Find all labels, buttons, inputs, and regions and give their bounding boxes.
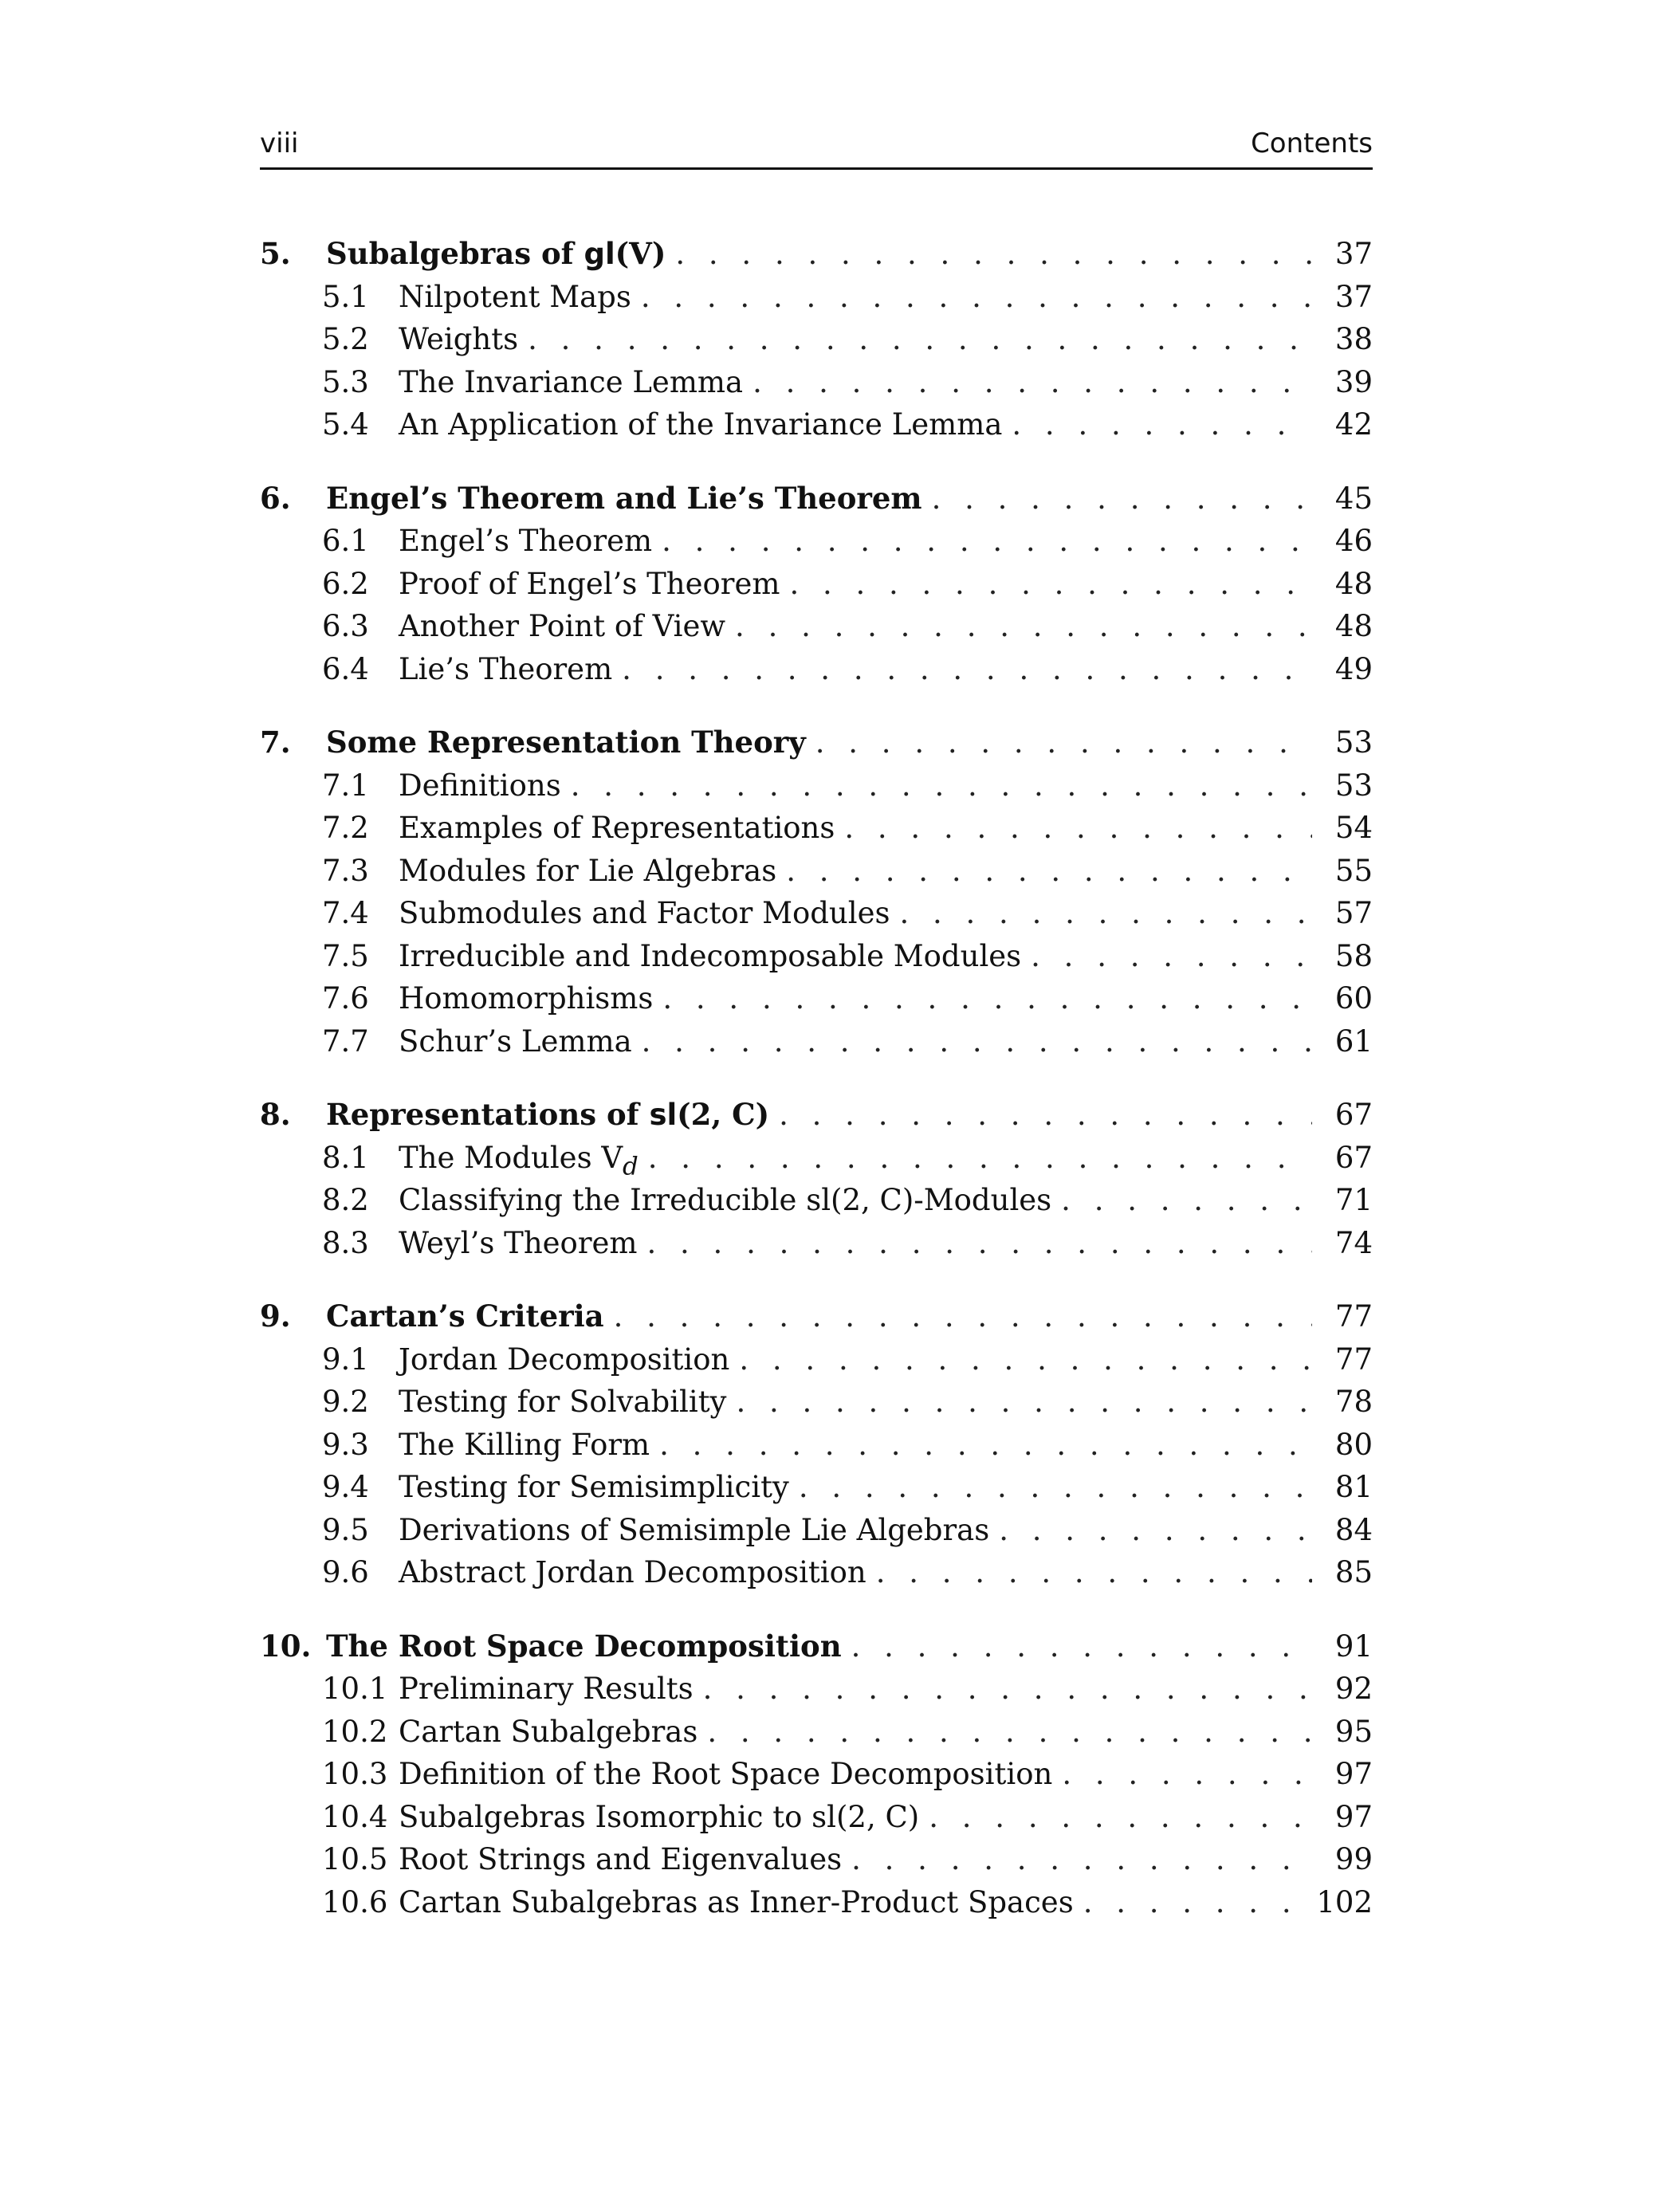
section-title — [399, 892, 899, 935]
section-title-text: Definition of the Root Space Decomposition — [399, 1757, 1053, 1791]
dot-leader — [647, 1222, 1312, 1265]
section-title-line — [399, 1551, 1373, 1594]
section-title — [399, 1338, 739, 1381]
section-number: 7.4 — [322, 896, 369, 930]
section-number: 5.2 — [322, 322, 369, 356]
section-number: 7.2 — [322, 811, 369, 845]
chapter-title — [326, 1295, 614, 1338]
section-number: 10.3 — [322, 1757, 388, 1791]
section-number: 10.5 — [322, 1842, 388, 1876]
section-title — [399, 1881, 1083, 1924]
section-number: 6.3 — [322, 609, 369, 643]
section-page-number: 58 — [1334, 938, 1373, 973]
section-title-line — [399, 1179, 1373, 1222]
dot-leader — [528, 318, 1312, 361]
section-title — [399, 1509, 999, 1552]
chapter-page-number: 77 — [1334, 1299, 1373, 1334]
section-title-line — [399, 807, 1373, 850]
section-entry[interactable] — [260, 648, 1373, 691]
section-number: 10.2 — [322, 1714, 388, 1749]
section-page-number: 38 — [1334, 322, 1373, 356]
section-title-line — [399, 1222, 1373, 1265]
section-title — [399, 764, 571, 807]
chapter-title-math: gl — [584, 237, 615, 271]
running-head-title: Contents — [1251, 128, 1373, 159]
section-page-number: 99 — [1334, 1842, 1373, 1876]
section-title-text: Homomorphisms — [399, 981, 654, 1016]
section-title — [399, 1551, 876, 1594]
chapter-title-line — [326, 1625, 1373, 1668]
section-number: 8.3 — [322, 1225, 369, 1260]
section-title-line — [399, 1711, 1373, 1754]
section-title — [399, 1222, 647, 1265]
table-of-contents — [260, 233, 1373, 1955]
section-number: 10.4 — [322, 1799, 388, 1834]
section-entry[interactable] — [260, 1179, 1373, 1222]
chapter-number: 6. — [260, 480, 291, 516]
chapter-page-number: 37 — [1334, 237, 1373, 271]
section-title — [399, 563, 789, 606]
dot-leader — [662, 977, 1312, 1020]
chapter-page-number: 53 — [1334, 725, 1373, 760]
section-title-text: Nilpotent Maps — [399, 279, 631, 314]
section-number: 9.2 — [322, 1385, 369, 1419]
dot-leader — [641, 276, 1312, 319]
section-entry[interactable] — [260, 1381, 1373, 1424]
section-title-text: Root Strings and Eigenvalues — [399, 1842, 843, 1876]
section-title — [399, 1424, 659, 1467]
chapter-title-text: Engel’s Theorem and Lie’s Theorem — [326, 480, 922, 516]
section-title-line — [399, 977, 1373, 1020]
section-title-text: Irreducible and Indecomposable Modules — [399, 938, 1022, 973]
section-title-line — [399, 764, 1373, 807]
section-title-line — [399, 403, 1373, 446]
section-entry[interactable] — [260, 1509, 1373, 1552]
section-page-number: 71 — [1334, 1183, 1373, 1217]
dot-leader — [662, 520, 1312, 563]
section-title-line — [399, 1668, 1373, 1711]
section-entry[interactable] — [260, 361, 1373, 404]
section-title-text: Engel’s Theorem — [399, 524, 653, 558]
section-number: 7.5 — [322, 938, 369, 973]
section-title — [399, 648, 622, 691]
section-number: 10.6 — [322, 1884, 388, 1919]
section-entry[interactable] — [260, 563, 1373, 606]
section-title-line — [399, 318, 1373, 361]
section-number: 10.1 — [322, 1672, 388, 1706]
dot-leader — [844, 807, 1312, 850]
section-title-line — [399, 605, 1373, 648]
chapter-block — [260, 721, 1373, 1063]
dot-leader — [735, 605, 1312, 648]
dot-leader — [799, 1466, 1312, 1509]
chapter-entry[interactable] — [260, 1295, 1373, 1338]
dot-leader — [707, 1711, 1312, 1754]
section-title — [399, 935, 1031, 978]
chapter-number: 5. — [260, 236, 291, 271]
running-head — [260, 128, 1373, 170]
section-title-text: Weyl’s Theorem — [399, 1225, 638, 1260]
section-entry[interactable] — [260, 935, 1373, 978]
chapter-title — [326, 1625, 851, 1668]
page-number: viii — [260, 128, 299, 159]
section-page-number: 97 — [1334, 1757, 1373, 1791]
section-page-number: 57 — [1334, 896, 1373, 930]
section-number: 9.3 — [322, 1427, 369, 1462]
section-title-text: Weights — [399, 322, 519, 356]
chapter-title-text: Cartan’s Criteria — [326, 1299, 604, 1334]
section-title-text: Cartan Subalgebras as Inner-Product Spaces — [399, 1884, 1074, 1919]
chapter-title — [326, 1094, 779, 1137]
dot-leader — [851, 1625, 1312, 1668]
section-title-line — [399, 1509, 1373, 1552]
section-entry[interactable] — [260, 977, 1373, 1020]
chapter-title — [326, 721, 815, 764]
section-title-line — [399, 850, 1373, 893]
section-entry[interactable] — [260, 1796, 1373, 1839]
section-title — [399, 276, 641, 319]
section-title-text: Classifying the Irreducible sl(2, C)-Modules — [399, 1183, 1052, 1217]
chapter-number: 7. — [260, 725, 291, 760]
section-number: 9.6 — [322, 1555, 369, 1589]
section-title-line — [399, 935, 1373, 978]
section-page-number: 53 — [1334, 768, 1373, 803]
dot-leader — [571, 764, 1312, 807]
dot-leader — [739, 1338, 1312, 1381]
section-entry[interactable] — [260, 1881, 1373, 1924]
section-title-text: Cartan Subalgebras — [399, 1714, 698, 1749]
section-entry[interactable] — [260, 403, 1373, 446]
section-title — [399, 520, 662, 563]
chapter-title-math: sl — [649, 1098, 678, 1132]
dot-leader — [753, 361, 1312, 404]
section-title-text: The Invariance Lemma — [399, 364, 744, 399]
section-page-number: 85 — [1334, 1555, 1373, 1589]
section-entry[interactable] — [260, 520, 1373, 563]
dot-leader — [899, 892, 1312, 935]
dot-leader — [1061, 1179, 1312, 1222]
section-number: 5.4 — [322, 407, 369, 442]
section-page-number: 97 — [1334, 1799, 1373, 1834]
chapter-entry[interactable] — [260, 1625, 1373, 1668]
chapter-title-text: Representations of — [326, 1097, 650, 1132]
chapter-title-line — [326, 1094, 1373, 1137]
section-page-number: 95 — [1334, 1714, 1373, 1749]
section-number: 8.2 — [322, 1183, 369, 1217]
section-title — [399, 807, 844, 850]
chapter-entry[interactable] — [260, 721, 1373, 764]
chapter-title-text: The Root Space Decomposition — [326, 1628, 842, 1664]
section-page-number: 60 — [1334, 981, 1373, 1016]
dot-leader — [1012, 403, 1312, 446]
chapter-title — [326, 477, 932, 521]
section-title — [399, 605, 735, 648]
section-page-number: 54 — [1334, 811, 1373, 845]
section-number: 9.4 — [322, 1470, 369, 1504]
section-title-line — [399, 563, 1373, 606]
section-number: 6.1 — [322, 524, 369, 558]
section-entry[interactable] — [260, 892, 1373, 935]
dot-leader — [659, 1424, 1312, 1467]
dot-leader — [999, 1509, 1312, 1552]
dot-leader — [1083, 1881, 1312, 1924]
section-title-text: An Application of the Invariance Lemma — [399, 407, 1003, 442]
section-number: 9.1 — [322, 1342, 369, 1377]
section-title-text: The Modules V — [399, 1140, 623, 1175]
section-title-text: Examples of Representations — [399, 811, 835, 845]
dot-leader — [932, 477, 1312, 521]
section-title-line — [399, 1466, 1373, 1509]
section-page-number: 80 — [1334, 1427, 1373, 1462]
section-title — [399, 1796, 929, 1839]
section-entry[interactable] — [260, 1838, 1373, 1881]
chapter-block — [260, 1295, 1373, 1594]
section-title — [399, 1381, 736, 1424]
section-entry[interactable] — [260, 1711, 1373, 1754]
section-page-number: 37 — [1334, 279, 1373, 314]
chapter-page-number: 91 — [1334, 1629, 1373, 1664]
section-entry[interactable] — [260, 1137, 1373, 1180]
section-title-line — [399, 1020, 1373, 1063]
section-title — [399, 1020, 642, 1063]
section-page-number: 39 — [1334, 364, 1373, 399]
section-title-line — [399, 648, 1373, 691]
section-title-line — [399, 1137, 1373, 1180]
section-number: 7.6 — [322, 981, 369, 1016]
section-title-text: Another Point of View — [399, 609, 726, 643]
section-entry[interactable] — [260, 850, 1373, 893]
section-entry[interactable] — [260, 1668, 1373, 1711]
dot-leader — [675, 233, 1312, 276]
section-title-text: Lie’s Theorem — [399, 651, 613, 686]
dot-leader — [929, 1796, 1312, 1839]
section-title — [399, 1179, 1061, 1222]
dot-leader — [1062, 1753, 1312, 1796]
section-title-text: Derivations of Semisimple Lie Algebras — [399, 1512, 990, 1547]
section-page-number: 78 — [1334, 1385, 1373, 1419]
section-entry[interactable] — [260, 1424, 1373, 1467]
chapter-title-text: Some Representation Theory — [326, 725, 806, 760]
chapter-entry[interactable] — [260, 233, 1373, 276]
section-title-line — [399, 1796, 1373, 1839]
section-page-number: 84 — [1334, 1512, 1373, 1547]
chapter-title — [326, 233, 675, 276]
section-page-number: 74 — [1334, 1225, 1373, 1260]
chapter-block — [260, 477, 1373, 691]
section-title — [399, 361, 753, 404]
section-title-text: The Killing Form — [399, 1427, 650, 1462]
section-title-line — [399, 892, 1373, 935]
section-title-text: Preliminary Results — [399, 1672, 694, 1706]
section-number: 7.7 — [322, 1023, 369, 1059]
chapter-title-line — [326, 1295, 1373, 1338]
section-title-line — [399, 1381, 1373, 1424]
section-title — [399, 403, 1012, 446]
section-entry[interactable] — [260, 1222, 1373, 1265]
section-title-line — [399, 1881, 1373, 1924]
section-number: 6.4 — [322, 651, 369, 686]
section-title-line — [399, 1424, 1373, 1467]
chapter-number: 10. — [260, 1628, 312, 1664]
section-title-line — [399, 1753, 1373, 1796]
section-page-number: 61 — [1334, 1023, 1373, 1059]
section-entry[interactable] — [260, 318, 1373, 361]
dot-leader — [736, 1381, 1312, 1424]
chapter-page-number: 45 — [1334, 481, 1373, 516]
section-page-number: 81 — [1334, 1470, 1373, 1504]
dot-leader — [1031, 935, 1312, 978]
section-title-text: Definitions — [399, 768, 561, 803]
section-entry[interactable] — [260, 1020, 1373, 1063]
chapter-entry[interactable] — [260, 477, 1373, 521]
chapter-number: 9. — [260, 1299, 291, 1334]
section-title-text: Testing for Solvability — [399, 1385, 727, 1419]
section-number: 5.1 — [322, 279, 369, 314]
dot-leader — [789, 563, 1312, 606]
section-page-number: 48 — [1334, 609, 1373, 643]
section-page-number: 55 — [1334, 853, 1373, 888]
section-page-number: 46 — [1334, 524, 1373, 558]
section-title-text: Proof of Engel’s Theorem — [399, 566, 780, 601]
chapter-title-line — [326, 233, 1373, 276]
section-title — [399, 1668, 703, 1711]
section-number: 7.1 — [322, 768, 369, 803]
section-page-number: 42 — [1334, 407, 1373, 442]
chapter-title-suffix: (V) — [615, 236, 666, 271]
section-title-text: Modules for Lie Algebras — [399, 853, 777, 888]
chapter-page-number: 67 — [1334, 1098, 1373, 1132]
dot-leader — [876, 1551, 1312, 1594]
dot-leader — [815, 721, 1312, 764]
section-page-number: 77 — [1334, 1342, 1373, 1377]
section-number: 9.5 — [322, 1512, 369, 1547]
section-entry[interactable] — [260, 1551, 1373, 1594]
section-entry[interactable] — [260, 605, 1373, 648]
dot-leader — [622, 648, 1312, 691]
section-page-number: 48 — [1334, 566, 1373, 601]
chapter-block — [260, 1094, 1373, 1264]
chapter-title-line — [326, 477, 1373, 521]
section-entry[interactable] — [260, 1753, 1373, 1796]
section-entry[interactable] — [260, 276, 1373, 319]
section-title — [399, 977, 662, 1020]
section-title-line — [399, 1338, 1373, 1381]
section-number: 5.3 — [322, 364, 369, 399]
chapter-block — [260, 233, 1373, 446]
section-number: 8.1 — [322, 1140, 369, 1175]
section-title-line — [399, 520, 1373, 563]
section-page-number: 49 — [1334, 651, 1373, 686]
chapter-number: 8. — [260, 1097, 291, 1132]
section-title — [399, 1753, 1062, 1796]
section-title-text: Testing for Semisimplicity — [399, 1470, 789, 1504]
dot-leader — [851, 1838, 1312, 1881]
section-number: 7.3 — [322, 853, 369, 888]
section-entry[interactable] — [260, 764, 1373, 807]
section-entry[interactable] — [260, 1338, 1373, 1381]
section-title-text: Submodules and Factor Modules — [399, 896, 890, 930]
chapter-title-text: Subalgebras of — [326, 236, 584, 271]
section-title — [399, 850, 786, 893]
chapter-entry[interactable] — [260, 1094, 1373, 1137]
section-title — [399, 1466, 799, 1509]
section-title — [399, 1838, 851, 1881]
section-title-line — [399, 361, 1373, 404]
dot-leader — [779, 1094, 1312, 1137]
dot-leader — [786, 850, 1312, 893]
section-title-subscript: d — [623, 1151, 639, 1181]
section-title-text: Jordan Decomposition — [399, 1342, 730, 1377]
section-page-number: 102 — [1316, 1884, 1373, 1919]
chapter-block — [260, 1625, 1373, 1924]
chapter-title-suffix: (2, C) — [677, 1097, 770, 1132]
section-title — [399, 1711, 707, 1754]
section-title-line — [399, 276, 1373, 319]
section-title-text: Subalgebras Isomorphic to sl(2, C) — [399, 1799, 920, 1834]
section-title — [399, 318, 528, 361]
section-page-number: 92 — [1334, 1672, 1373, 1706]
section-entry[interactable] — [260, 1466, 1373, 1509]
dot-leader — [642, 1020, 1312, 1063]
dot-leader — [614, 1295, 1312, 1338]
section-title-text: Abstract Jordan Decomposition — [399, 1555, 866, 1589]
section-page-number: 67 — [1334, 1140, 1373, 1175]
section-number: 6.2 — [322, 566, 369, 601]
dot-leader — [703, 1668, 1312, 1711]
chapter-title-line — [326, 721, 1373, 764]
section-entry[interactable] — [260, 807, 1373, 850]
section-title-line — [399, 1838, 1373, 1881]
dot-leader — [648, 1137, 1312, 1180]
section-title-text: Schur’s Lemma — [399, 1023, 632, 1059]
